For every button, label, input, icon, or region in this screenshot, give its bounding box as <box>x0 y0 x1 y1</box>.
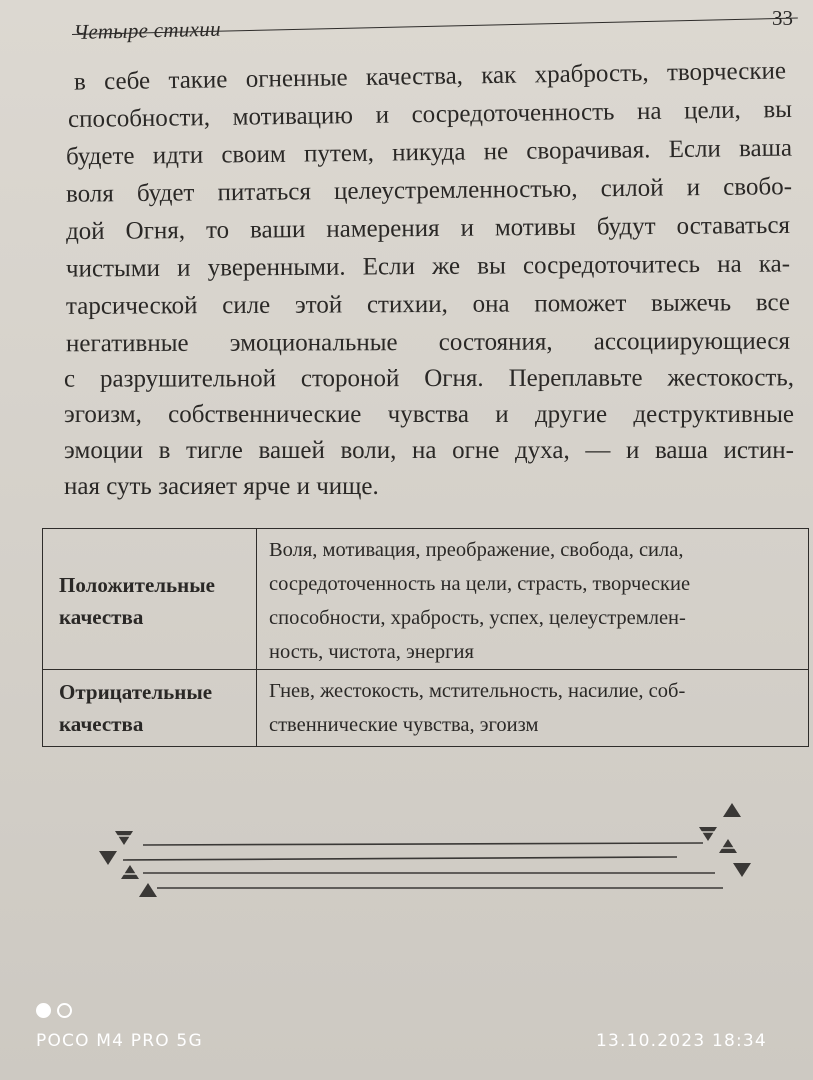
positive-values <box>269 533 799 669</box>
dot-hollow-icon <box>57 1003 72 1018</box>
water-triangle-icon <box>99 851 117 865</box>
positive-label-line1: Положительные <box>59 573 215 597</box>
text-line: воля будет питаться целеустремленностью, силой и свобо- <box>65 173 793 208</box>
text-line: негативные эмоциональные состояния, ассоциирующиеся <box>65 327 791 358</box>
air-triangle-icon <box>699 827 717 841</box>
text-line: способности, мотивацию и сосредоточенность на цели, вы <box>67 95 793 134</box>
page-number: 33 <box>772 6 793 30</box>
table-row-negative <box>43 670 808 746</box>
ornament-line <box>143 843 703 845</box>
camera-watermark-dots <box>36 1003 78 1023</box>
dot-filled-icon <box>36 1003 51 1018</box>
earth-triangle-icon <box>719 839 737 853</box>
text-line: ная суть засияет ярче и чище. <box>64 473 379 500</box>
negative-value-line: Гнев, жестокость, мстительность, насилие, соб- <box>269 680 686 702</box>
water-triangle-icon <box>733 863 751 877</box>
text-line: дой Огня, то ваши намерения и мотивы будут оставаться <box>65 211 791 246</box>
positive-label-line2: качества <box>59 605 144 629</box>
table-row-positive <box>43 529 808 670</box>
text-line: будете идти своим путем, никуда не сворачивая. Если ваша <box>65 134 793 171</box>
ornament-line <box>123 857 677 860</box>
elements-ornament <box>95 793 765 903</box>
ornament-left-group <box>99 831 157 897</box>
earth-triangle-icon <box>121 865 139 879</box>
fire-triangle-icon <box>723 803 741 817</box>
table-column-divider <box>256 529 257 746</box>
positive-value-line: ность, чистота, энергия <box>269 641 474 663</box>
running-head: Четыре стихии <box>73 16 222 45</box>
text-line: эгоизм, собственнические чувства и другие деструктивные <box>64 401 794 428</box>
text-line: в себе такие огненные качества, как храбрость, творческие <box>73 57 787 96</box>
qualities-table <box>42 528 809 747</box>
negative-label <box>59 676 249 740</box>
text-line: тарсической силе этой стихии, она поможет выжечь все <box>65 289 791 320</box>
datetime-watermark: 13.10.2023 18:34 <box>596 1031 767 1051</box>
positive-value-line: способности, храбрость, успех, целеустремлен- <box>269 607 686 629</box>
ornament-right-group <box>699 803 751 877</box>
water-triangle-icon <box>115 831 133 845</box>
text-line: эмоции в тигле вашей воли, на огне духа, — и ваша истин- <box>64 437 794 464</box>
device-watermark: POCO M4 PRO 5G <box>36 1031 203 1051</box>
negative-value-line: ственнические чувства, эгоизм <box>269 714 539 736</box>
negative-label-line2: качества <box>59 712 144 736</box>
text-line: с разрушительной стороной Огня. Переплавьте жестокость, <box>63 364 795 393</box>
positive-value-line: сосредоточенность на цели, страсть, творческие <box>269 573 691 595</box>
positive-label <box>59 569 249 633</box>
negative-values <box>269 674 799 742</box>
fire-triangle-icon <box>139 883 157 897</box>
negative-label-line1: Отрицательные <box>59 680 213 704</box>
text-line: чистыми и уверенными. Если же вы сосредоточитесь на ка- <box>65 250 791 283</box>
positive-value-line: Воля, мотивация, преображение, свобода, сила, <box>269 539 684 561</box>
